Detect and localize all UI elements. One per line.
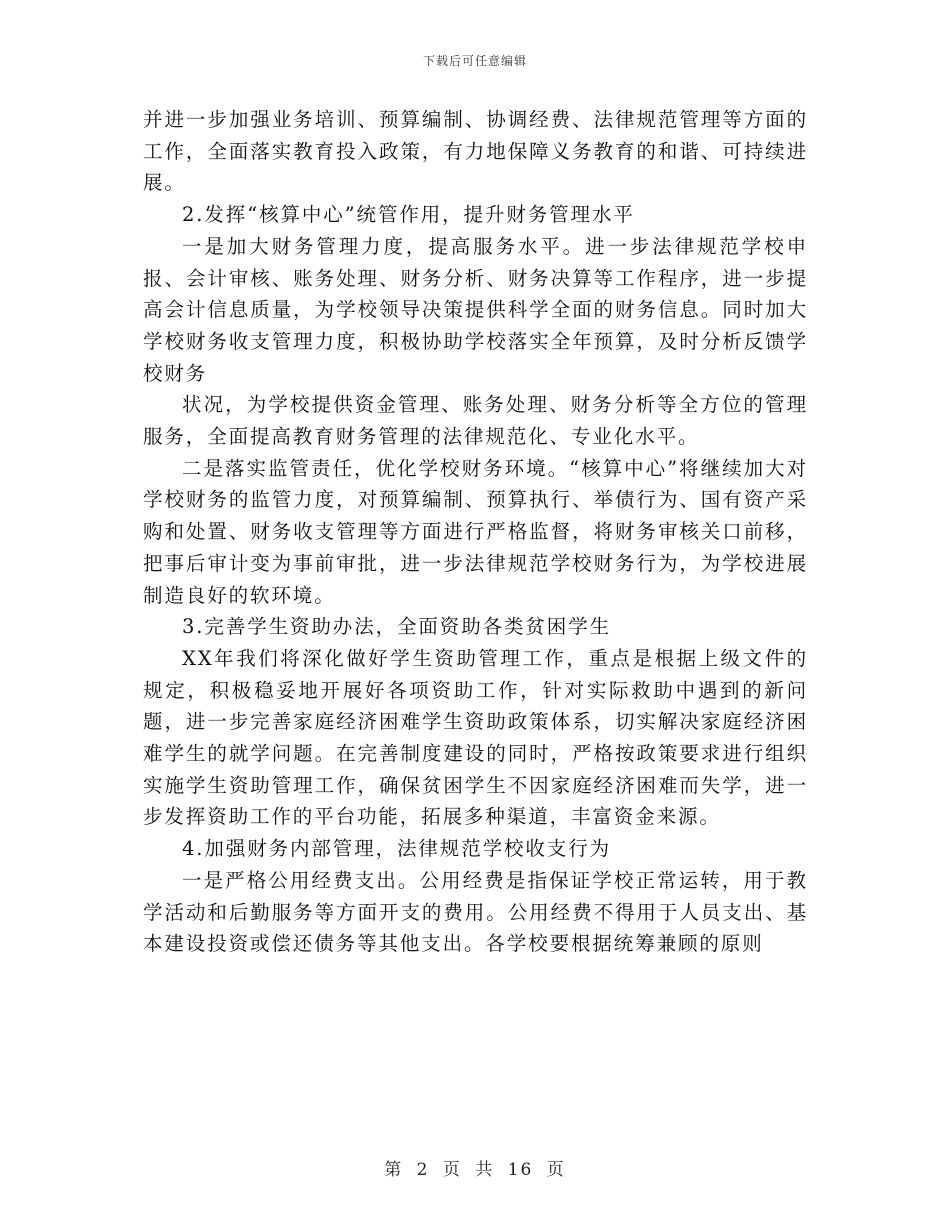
page-number-footer: 第 2 页 共 16 页 [384, 1160, 566, 1180]
paragraph-continuation: 并进一步加强业务培训、预算编制、协调经费、法律规范管理等方面的工作，全面落实教育投入政策，有力地保障义务教育的和谐、可持续进展。 [143, 108, 808, 195]
section-heading-3: 3.完善学生资助办法，全面资助各类贫困学生 [182, 615, 612, 639]
paragraph: 状况，为学校提供资金管理、账务处理、财务分析等全方位的管理服务，全面提高教育财务管理的法律规范化、专业化水平。 [143, 393, 808, 449]
paragraph: 二是落实监管责任，优化学校财务环境。“核算中心”将继续加大对学校财务的监管力度，对预算编制、预算执行、举债行为、国有资产采购和处置、财务收支管理等方面进行严格监督，将财务审核关口前移，把事后审计变为事前审批，进一步法律规范学校财务行为，为学校进展制造良好的软环境。 [143, 456, 808, 607]
section-heading-2: 2.发挥“核算中心”统管作用，提升财务管理水平 [182, 203, 635, 227]
paragraph: XX年我们将深化做好学生资助管理工作，重点是根据上级文件的规定，积极稳妥地开展好各项资助工作，针对实际救助中遇到的新问题，进一步完善家庭经济困难学生资助政策体系，切实解决家庭经济困难学生的就学问题。在完善制度建设的同时，严格按政策要求进行组织实施学生资助管理工作，确保贫困学生不因家庭经济困难而失学，进一步发挥资助工作的平台功能，拓展多种渠道，丰富资金来源。 [143, 646, 808, 829]
paragraph: 一是严格公用经费支出。公用经费是指保证学校正常运转，用于教学活动和后勤服务等方面开支的费用。公用经费不得用于人员支出、基本建设投资或偿还债务等其他支出。各学校要根据统筹兼顾的原则 [143, 868, 808, 956]
paragraph: 一是加大财务管理力度，提高服务水平。进一步法律规范学校申报、会计审核、账务处理、财务分析、财务决算等工作程序，进一步提高会计信息质量，为学校领导决策提供科学全面的财务信息。同时加大学校财务收支管理力度，积极协助学校落实全年预算，及时分析反馈学校财务 [143, 234, 808, 385]
page-header: 下载后可任意编辑 [422, 54, 527, 68]
section-heading-4: 4.加强财务内部管理，法律规范学校收支行为 [182, 837, 612, 861]
document-body [143, 104, 808, 960]
